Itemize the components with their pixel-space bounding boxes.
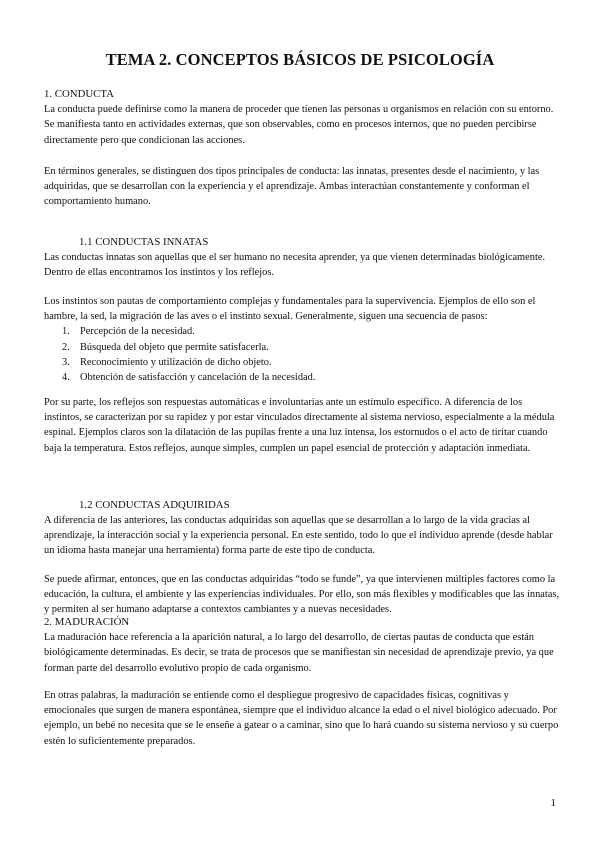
section-conducta-paragraph-2 [44, 164, 562, 210]
subsection-heading: 1.1 CONDUCTAS INNATAS [79, 236, 209, 248]
list-item: 2. Búsqueda del objeto que permite satisfacerla. [62, 341, 269, 353]
instinct-steps-list [44, 324, 562, 385]
paragraph: La maduración hace referencia a la aparición natural, a lo largo del desarrollo, de ciertas pautas de conducta que están biológicamente determinadas. Es decir, se trata de procesos que se manifiestan sin necesidad de aprendizaje previo, ya que forman parte del desarrollo evolutivo propio de cada organismo. [44, 632, 554, 674]
list-item: 1. Percepción de la necesidad. [62, 326, 195, 338]
subsection-adquiridas-paragraph-2 [44, 572, 562, 618]
paragraph: Por su parte, los reflejos son respuestas automáticas e involuntarias ante un estímulo específico. A diferencia de los instintos, se caracterizan por su rapidez y por estar vinculados directamente al sistema nervioso, especialmente a la médula espinal. Ejemplos claros son la dilatación de las pupilas frente a una luz intensa, los estornudos o el acto de tiritar cuando baja la temperatura. Estos reflejos, aunque simples, cumplen un papel esencial de protección y adaptación inmediata. [44, 397, 555, 454]
subsection-innatas-paragraph-3 [44, 395, 562, 456]
section-heading: 1. CONDUCTA [44, 88, 114, 100]
page-title: TEMA 2. CONCEPTOS BÁSICOS DE PSICOLOGÍA [105, 50, 495, 69]
section-conducta [44, 87, 562, 148]
section-maduracion [44, 615, 562, 676]
page-number: 1 [550, 797, 556, 809]
subsection-adquiridas-paragraph-1 [44, 513, 562, 559]
section-maduracion-paragraph-2 [44, 688, 562, 749]
list-item: 4. Obtención de satisfacción y cancelación de la necesidad. [62, 372, 316, 384]
paragraph: Las conductas innatas son aquellas que el ser humano no necesita aprender, ya que vienen determinadas biológicamente. Dentro de ellas encontramos los instintos y los reflejos. [44, 252, 546, 279]
subsection-heading: 1.2 CONDUCTAS ADQUIRIDAS [79, 499, 230, 511]
subsection-innatas-paragraph-2 [44, 294, 562, 385]
paragraph: Los instintos son pautas de comportamiento complejas y fundamentales para la supervivencia. Ejemplos de ello son el hambre, la sed, la migración de las aves o el instinto sexual. Generalmente, siguen una secuencia de pasos: [44, 296, 536, 323]
section-heading: 2. MADURACIÓN [44, 616, 130, 628]
subsection-heading-innatas [79, 235, 597, 250]
subsection-innatas-paragraph-1 [44, 250, 562, 280]
list-item: 3. Reconocimiento y utilización de dicho objeto. [62, 356, 272, 368]
paragraph: A diferencia de las anteriores, las conductas adquiridas son aquellas que se desarrollan a lo largo de la vida gracias al aprendizaje, la interacción social y la experiencia personal. En este sentido, todo lo que el individuo aprende (desde hablar un idioma hasta manejar una herramienta) forma parte de este tipo de conducta. [44, 515, 553, 557]
paragraph: Se puede afirmar, entonces, que en las conductas adquiridas “todo se funde”, ya que intervienen múltiples factores como la educación, la cultura, el ambiente y las experiencias individuales. Por ello, son más flexibles y modificables que las innatas, y permiten al ser humano adaptarse a contextos cambiantes y a nuevas necesidades. [44, 574, 560, 616]
paragraph: La conducta puede definirse como la manera de proceder que tienen las personas u organismos en relación con su entorno. Se manifiesta tanto en actividades externas, que son observables, como en procesos internos, que no pueden percibirse directamente pero que condicionan las acciones. [44, 104, 554, 146]
paragraph: En términos generales, se distinguen dos tipos principales de conducta: las innatas, presentes desde el nacimiento, y las adquiridas, que se desarrollan con la experiencia y el aprendizaje. Ambas interactúan constantemente y conforman el comportamiento humano. [44, 166, 540, 208]
paragraph: En otras palabras, la maduración se entiende como el despliegue progresivo de capacidades físicas, cognitivas y emocionales que surgen de manera espontánea, siempre que el individuo alcance la edad o el nivel biológico adecuado. Por ejemplo, un bebé no necesita que se le enseñe a gatear o a caminar, sino que lo hará cuando su sistema nervioso y su cuerpo estén lo suficientemente preparados. [44, 690, 559, 747]
subsection-heading-adquiridas [79, 498, 597, 513]
